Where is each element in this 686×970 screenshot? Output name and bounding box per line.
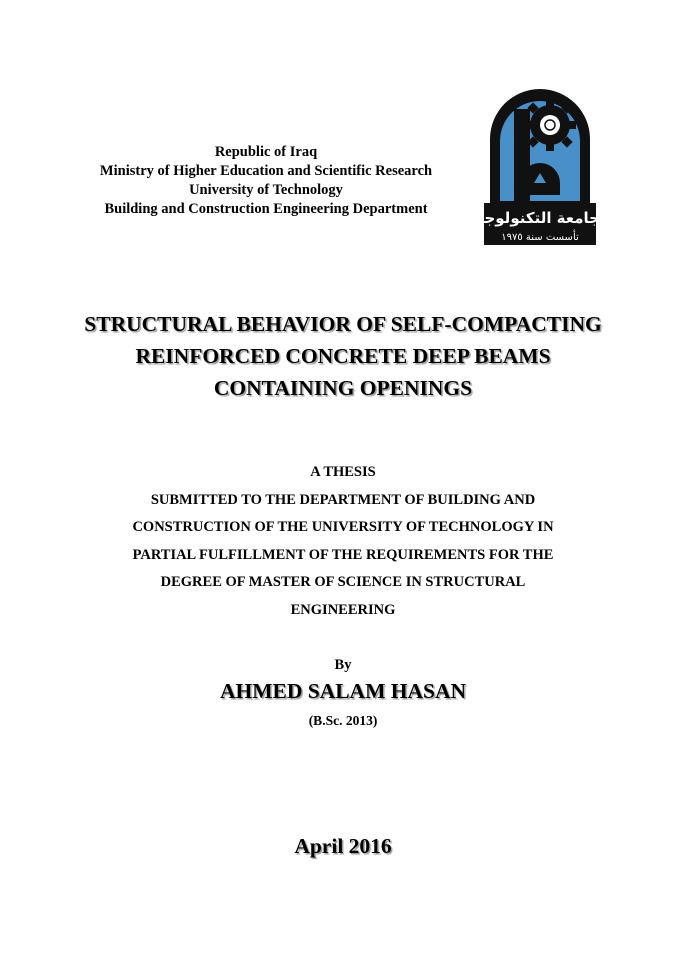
thesis-line-1: A THESIS: [310, 464, 376, 480]
svg-text:تأسست سنة ١٩٧٥: تأسست سنة ١٩٧٥: [501, 232, 579, 243]
thesis-line-4: PARTIAL FULFILLMENT OF THE REQUIREMENTS FOR THE: [132, 546, 554, 563]
thesis-title: [0, 308, 686, 404]
thesis-line-6: ENGINEERING: [290, 601, 396, 618]
thesis-statement: [0, 459, 686, 624]
department-line: Building and Construction Engineering Department: [104, 201, 428, 217]
thesis-line-5: DEGREE OF MASTER OF SCIENCE IN STRUCTURAL: [160, 574, 526, 590]
title-line-2: REINFORCED CONCRETE DEEP BEAMS: [135, 344, 551, 368]
thesis-line-2: SUBMITTED TO THE DEPARTMENT OF BUILDING AND: [150, 491, 536, 508]
ministry-line: Ministry of Higher Education and Scientific Research: [99, 163, 433, 179]
university-logo: [469, 83, 611, 245]
author-degree: (B.Sc. 2013): [308, 713, 378, 728]
title-line-3: CONTAINING OPENINGS: [213, 376, 473, 400]
thesis-line-3: CONSTRUCTION OF THE UNIVERSITY OF TECHNOLOGY IN: [132, 519, 554, 535]
title-line-1: STRUCTURAL BEHAVIOR OF SELF-COMPACTING: [84, 312, 602, 336]
submission-date: April 2016: [294, 834, 392, 858]
svg-text:الجامعة التكنولوجية: الجامعة التكنولوجية: [469, 209, 611, 227]
gear-icon: [524, 99, 576, 151]
author-name: AHMED SALAM HASAN: [219, 679, 467, 703]
institution-header: [60, 143, 472, 219]
university-line: University of Technology: [189, 182, 343, 198]
country-line: Republic of Iraq: [214, 144, 318, 160]
by-label: By: [334, 657, 352, 673]
